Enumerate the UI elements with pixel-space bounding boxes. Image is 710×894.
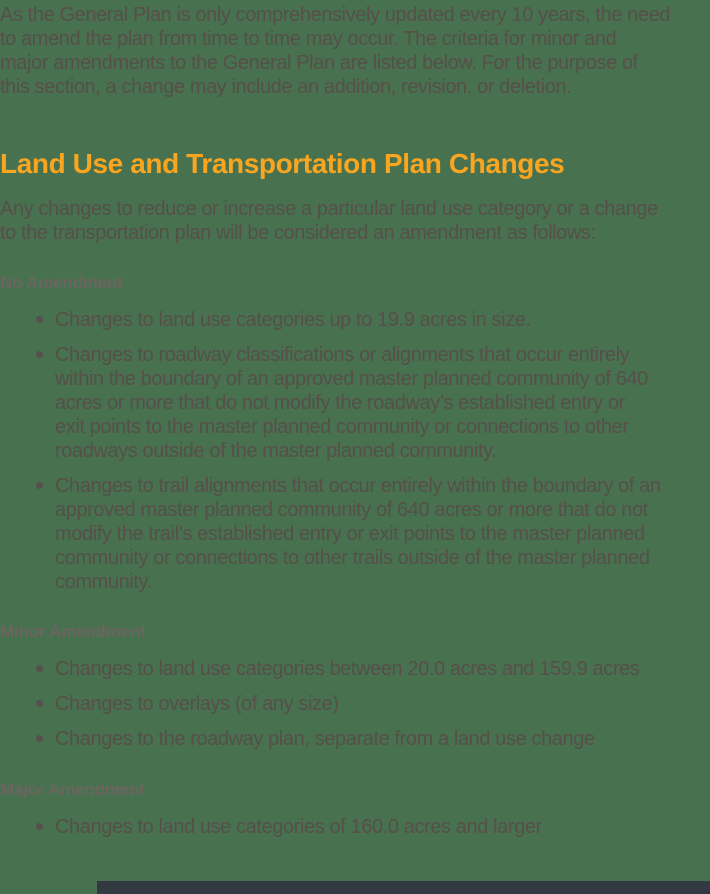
bullet-dot-icon xyxy=(36,700,43,707)
bullet-line: exit points to the master planned community or connections to other xyxy=(55,416,629,438)
bullet-dot-icon xyxy=(36,351,43,358)
bullet-line: within the boundary of an approved master planned community of 640 xyxy=(55,368,648,390)
list-item xyxy=(0,343,710,463)
bullet-dot-icon xyxy=(36,735,43,742)
bullet-line: Changes to roadway classifications or alignments that occur entirely xyxy=(55,344,630,366)
bullet-text xyxy=(55,657,710,681)
paragraph-line: to the transportation plan will be considered an amendment as follows: xyxy=(0,222,596,244)
paragraph-line: As the General Plan is only comprehensively updated every 10 years, the need xyxy=(0,4,671,26)
page-title: Land Use and Transportation Plan Changes xyxy=(0,148,565,179)
bullet-marker xyxy=(0,343,55,463)
section-title-minor-amendment: Minor Amendment xyxy=(0,622,146,641)
bullet-dot-icon xyxy=(36,665,43,672)
bullet-marker xyxy=(0,657,55,681)
bullet-marker xyxy=(0,474,55,594)
list-item xyxy=(0,308,710,332)
bullet-text xyxy=(55,308,710,332)
bullet-dot-icon xyxy=(36,482,43,489)
bullet-line: Changes to the roadway plan, separate from a land use change xyxy=(55,728,595,750)
paragraph-line: this section, a change may include an addition, revision, or deletion. xyxy=(0,76,572,98)
list-item xyxy=(0,727,710,751)
minor-amendment-bullet-list xyxy=(0,657,710,751)
list-item xyxy=(0,692,710,716)
bullet-line: roadways outside of the master planned community. xyxy=(55,440,497,462)
list-item xyxy=(0,474,710,594)
bullet-line: Changes to land use categories of 160.0 acres and larger xyxy=(55,816,542,838)
list-item xyxy=(0,815,710,839)
bullet-line: Changes to land use categories between 20.0 acres and 159.9 acres xyxy=(55,658,640,680)
subheading-paragraph xyxy=(0,197,710,245)
bullet-line: modify the trail’s established entry or exit points to the master planned xyxy=(55,523,645,545)
bullet-text xyxy=(55,474,710,594)
paragraph-line: major amendments to the General Plan are listed below. For the purpose of xyxy=(0,52,638,74)
bullet-line: Changes to land use categories up to 19.9 acres in size. xyxy=(55,309,531,331)
bullet-dot-icon xyxy=(36,316,43,323)
bullet-marker xyxy=(0,308,55,332)
bullet-line: community or connections to other trails outside of the master planned xyxy=(55,547,650,569)
bullet-text xyxy=(55,692,710,716)
bullet-line: Changes to trail alignments that occur entirely within the boundary of an xyxy=(55,475,661,497)
bullet-text xyxy=(55,815,710,839)
bullet-marker xyxy=(0,692,55,716)
intro-paragraph xyxy=(0,3,710,99)
footer-bar xyxy=(97,881,710,894)
bullet-line: Changes to overlays (of any size) xyxy=(55,693,339,715)
bullet-line: acres or more that do not modify the roadway’s established entry or xyxy=(55,392,625,414)
paragraph-line: to amend the plan from time to time may occur. The criteria for minor and xyxy=(0,28,617,50)
bullet-text xyxy=(55,727,710,751)
list-item xyxy=(0,657,710,681)
bullet-line: community. xyxy=(55,571,152,593)
section-title-major-amendment: Major Amendment xyxy=(0,780,145,799)
bullet-line: approved master planned community of 640 acres or more that do not xyxy=(55,499,648,521)
section-title-no-amendment: No Amendment xyxy=(0,273,123,292)
bullet-marker xyxy=(0,815,55,839)
paragraph-line: Any changes to reduce or increase a particular land use category or a change xyxy=(0,198,658,220)
bullet-marker xyxy=(0,727,55,751)
bullet-dot-icon xyxy=(36,823,43,830)
no-amendment-bullet-list xyxy=(0,308,710,594)
bullet-text xyxy=(55,343,710,463)
major-amendment-bullet-list xyxy=(0,815,710,839)
